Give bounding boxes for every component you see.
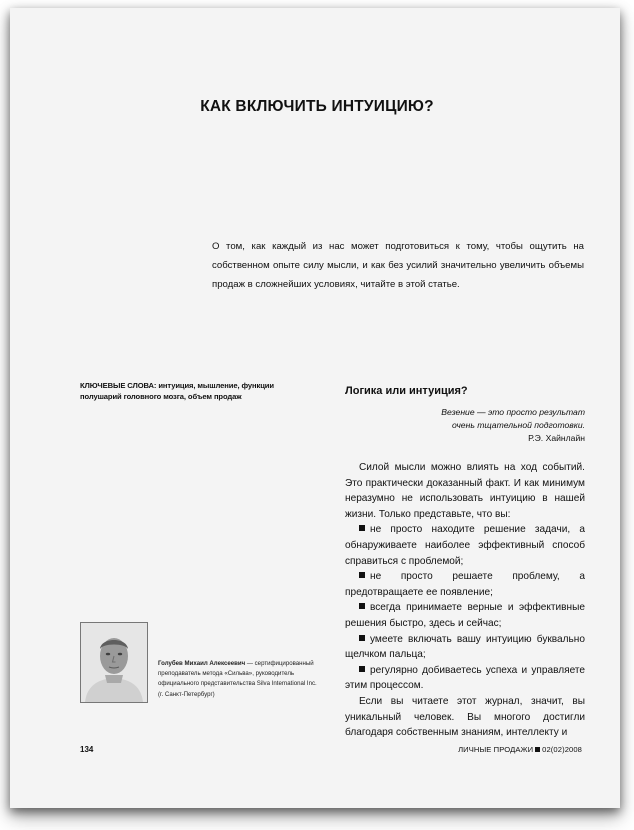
author-description: — сертифицированный преподаватель метода «Сильва», руководитель официального представительства Silva International Inc. (г. Санкт-Петербург)	[158, 660, 317, 698]
magazine-name: ЛИЧНЫЕ ПРОДАЖИ	[458, 745, 534, 754]
keywords-text: интуиция, мышление, функции полушарий головного мозга, объем продаж	[80, 381, 274, 401]
bullet-item	[345, 522, 585, 569]
author-photo	[80, 622, 148, 703]
section-title: Логика или интуиция?	[345, 385, 468, 397]
bullet-square-icon	[359, 603, 365, 609]
paragraph-2: Если вы читаете этот журнал, значит, вы уникальный человек. Вы многого достигли благодаря собственным знаниям, интеллекту и	[345, 695, 585, 739]
bullet-text: не просто решаете проблему, а предотвращаете ее появление;	[345, 571, 585, 598]
bullet-text: умеете включать вашу интуицию буквально щелчком пальца;	[345, 633, 585, 661]
bullet-item	[345, 632, 585, 663]
bullet-square-icon	[359, 666, 365, 672]
bullet-item	[345, 600, 585, 631]
page-number: 134	[80, 745, 94, 754]
bullet-text: не просто находите решение задачи, а обнаруживаете наиболее эффективный способ справиться с проблемой;	[345, 524, 585, 567]
footer-magazine	[458, 745, 582, 754]
bullet-text: регулярно добиваетесь успеха и управляете этим процессом.	[345, 664, 585, 692]
author-portrait-icon	[81, 623, 147, 702]
square-separator-icon	[535, 747, 540, 752]
article-body	[345, 460, 585, 741]
bullet-item	[345, 663, 585, 694]
epigraph-author: Р.Э. Хайнлайн	[528, 433, 585, 443]
author-bio	[158, 659, 318, 700]
bullet-square-icon	[359, 572, 365, 578]
author-name: Голубев Михаил Алексеевич	[158, 660, 246, 667]
issue-number: 02(02)2008	[542, 745, 582, 754]
bullet-square-icon	[359, 525, 365, 531]
epigraph-line-2: очень тщательной подготовки.	[451, 420, 585, 430]
article-title: КАК ВКЛЮЧИТЬ ИНТУИЦИЮ?	[200, 98, 434, 115]
bullet-text: всегда принимаете верные и эффективные решения быстро, здесь и сейчас;	[345, 602, 585, 629]
keywords-label: КЛЮЧЕВЫЕ СЛОВА:	[80, 381, 157, 390]
bullet-item	[345, 569, 585, 600]
bullet-square-icon	[359, 635, 365, 641]
paragraph-1: Силой мысли можно влиять на ход событий. Это практически доказанный факт. И как минимум неразумно не использовать интуицию в нашей жизни. Только представьте, что вы:	[345, 462, 585, 520]
epigraph-line-1: Везение — это просто результат	[441, 407, 585, 417]
keywords-block	[80, 380, 312, 402]
epigraph	[345, 406, 585, 445]
article-lead: О том, как каждый из нас может подготовиться к тому, чтобы ощутить на собственном опыте силу мысли, и как без усилий значительно увеличить объемы продаж в сложнейших условиях, читайте в этой статье.	[212, 241, 584, 290]
